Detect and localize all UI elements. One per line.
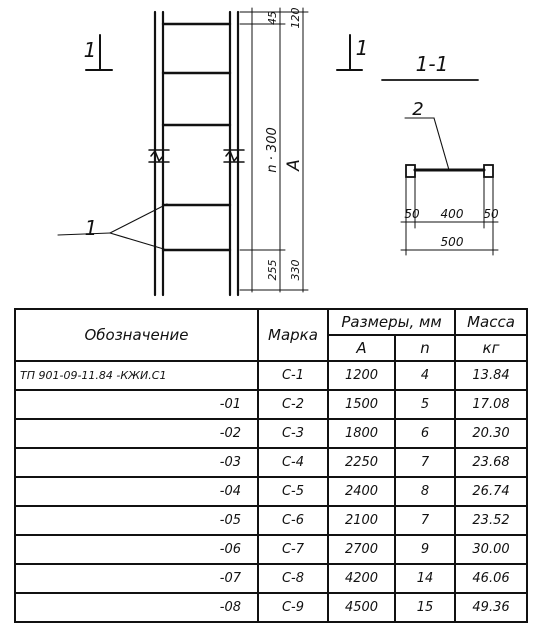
break-mark-right bbox=[224, 150, 244, 162]
cell-mark: С-7 bbox=[258, 535, 328, 564]
callout-bar-number: 2 bbox=[412, 99, 424, 120]
cell-mass: 23.68 bbox=[455, 448, 527, 477]
cell-n: 8 bbox=[395, 477, 455, 506]
section-label-right: 1 bbox=[355, 36, 369, 60]
table-row bbox=[15, 535, 527, 564]
cell-n: 7 bbox=[395, 448, 455, 477]
dim-top-45: 45 bbox=[266, 11, 279, 25]
break-mark-left bbox=[149, 150, 169, 162]
cell-a: 2400 bbox=[328, 477, 395, 506]
cell-designation: ТП 901-09-11.84 -КЖИ.С1 bbox=[15, 361, 258, 390]
table-row bbox=[15, 419, 527, 448]
callout-rungs-leader bbox=[58, 204, 167, 250]
cell-designation: -05 bbox=[15, 506, 258, 535]
cell-mark: С-9 bbox=[258, 593, 328, 622]
cell-mark: С-3 bbox=[258, 419, 328, 448]
section-title: 1-1 bbox=[415, 52, 449, 76]
cell-mark: С-8 bbox=[258, 564, 328, 593]
cell-designation: -04 bbox=[15, 477, 258, 506]
cell-designation: -08 bbox=[15, 593, 258, 622]
header-mass-unit: кг bbox=[455, 335, 527, 361]
cell-n: 4 bbox=[395, 361, 455, 390]
cell-mass: 26.74 bbox=[455, 477, 527, 506]
cell-a: 4200 bbox=[328, 564, 395, 593]
dim-width-500: 500 bbox=[440, 235, 464, 249]
cell-n: 15 bbox=[395, 593, 455, 622]
cell-mass: 17.08 bbox=[455, 390, 527, 419]
callout-rungs-number: 1 bbox=[84, 216, 98, 240]
dim-left-50: 50 bbox=[404, 207, 420, 221]
ladder-drawing bbox=[0, 0, 543, 305]
cell-mark: С-4 bbox=[258, 448, 328, 477]
cell-n: 9 bbox=[395, 535, 455, 564]
cell-designation: -07 bbox=[15, 564, 258, 593]
cell-a: 2100 bbox=[328, 506, 395, 535]
table-row bbox=[15, 448, 527, 477]
dim-bottom-330: 330 bbox=[289, 259, 302, 281]
cell-n: 5 bbox=[395, 390, 455, 419]
dim-span-n300: n · 300 bbox=[265, 127, 280, 173]
cell-mark: С-1 bbox=[258, 361, 328, 390]
section-label-left: 1 bbox=[83, 38, 97, 62]
header-a: A bbox=[328, 335, 395, 361]
dim-top-120: 120 bbox=[289, 7, 302, 29]
table-row bbox=[15, 477, 527, 506]
header-n: n bbox=[395, 335, 455, 361]
dim-right-50: 50 bbox=[483, 207, 499, 221]
cell-designation: -06 bbox=[15, 535, 258, 564]
section-1-1-profile bbox=[406, 165, 493, 177]
header-mark: Марка bbox=[258, 309, 328, 361]
table-row bbox=[15, 361, 527, 390]
header-designation: Обозначение bbox=[15, 309, 258, 361]
cell-a: 2250 bbox=[328, 448, 395, 477]
cell-mass: 13.84 bbox=[455, 361, 527, 390]
cell-designation: -01 bbox=[15, 390, 258, 419]
cell-n: 6 bbox=[395, 419, 455, 448]
cell-designation: -03 bbox=[15, 448, 258, 477]
cell-mass: 49.36 bbox=[455, 593, 527, 622]
cell-mass: 30.00 bbox=[455, 535, 527, 564]
table-row bbox=[15, 564, 527, 593]
specification-table bbox=[14, 308, 528, 623]
callout-bar-leader bbox=[405, 118, 449, 170]
cell-n: 7 bbox=[395, 506, 455, 535]
header-mass: Масса bbox=[455, 309, 527, 335]
table-row bbox=[15, 593, 527, 622]
cell-mass: 23.52 bbox=[455, 506, 527, 535]
cell-mark: С-6 bbox=[258, 506, 328, 535]
cell-a: 2700 bbox=[328, 535, 395, 564]
dim-total-a: A bbox=[284, 159, 304, 171]
cell-a: 1200 bbox=[328, 361, 395, 390]
cell-a: 1500 bbox=[328, 390, 395, 419]
cell-mass: 20.30 bbox=[455, 419, 527, 448]
dim-mid-400: 400 bbox=[440, 207, 464, 221]
cell-mark: С-2 bbox=[258, 390, 328, 419]
header-dimensions: Размеры, мм bbox=[328, 309, 455, 335]
table-row bbox=[15, 390, 527, 419]
dim-bottom-255: 255 bbox=[266, 259, 279, 281]
table-row bbox=[15, 506, 527, 535]
ladder-rungs bbox=[163, 24, 230, 250]
cell-designation: -02 bbox=[15, 419, 258, 448]
cell-a: 4500 bbox=[328, 593, 395, 622]
cell-a: 1800 bbox=[328, 419, 395, 448]
cell-n: 14 bbox=[395, 564, 455, 593]
cell-mass: 46.06 bbox=[455, 564, 527, 593]
cell-mark: С-5 bbox=[258, 477, 328, 506]
